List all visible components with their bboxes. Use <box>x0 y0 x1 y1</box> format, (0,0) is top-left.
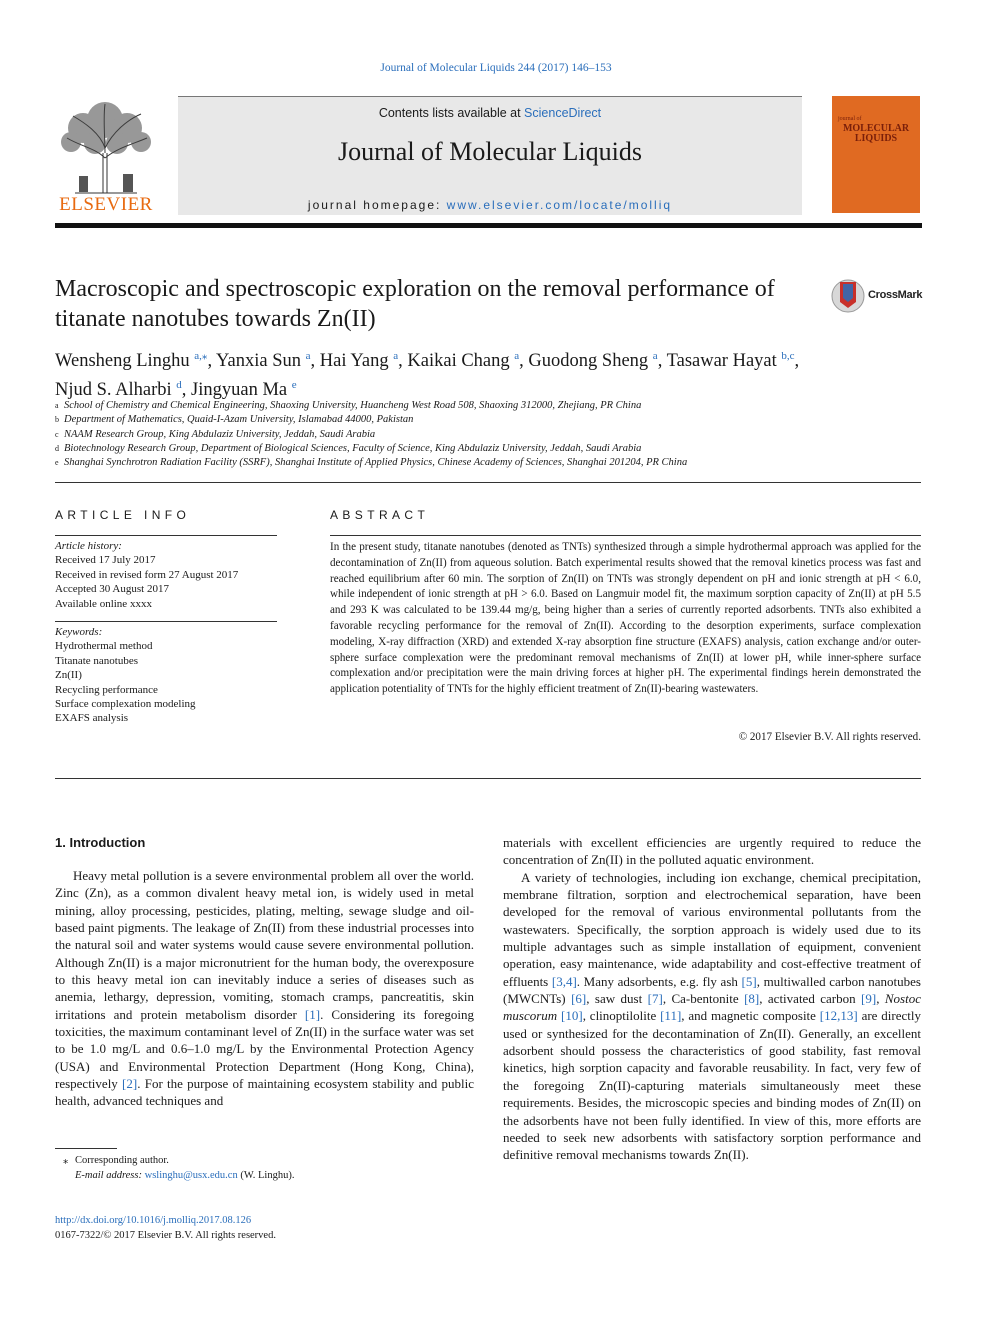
author-affiliation-marker[interactable]: a <box>652 350 658 362</box>
keyword: Recycling performance <box>55 683 158 696</box>
journal-name: Journal of Molecular Liquids <box>338 137 642 166</box>
text: , Ca-bentonite <box>662 991 745 1007</box>
author-name[interactable]: Jingyuan Ma <box>191 380 288 401</box>
issn-copyright: 0167-7322/© 2017 Elsevier B.V. All rights reserved. <box>55 1229 276 1241</box>
affiliation-label: d <box>55 443 59 453</box>
text: , multiwalled carbon nanotubes (MWCNTs) <box>503 973 921 1007</box>
keyword: Titanate nanotubes <box>55 654 138 667</box>
text: , and magnetic composite <box>681 1008 820 1024</box>
text: Heavy metal pollution is a severe environmental problem all over the world. Zinc (Zn), as a common divalent heavy metal ion, is widely used in metal mining, alloy processing, pesticides, plating, melting, sewage sludge and oil-based paint pigments. The leakage of Zn(II) from these industrial processes into the natural soil and water systems would cause severe environmental pollution. Although Zn(II) is a major micronutrient for the human body, the overexposure to this heavy metal ion can inevitably induce a series of diseases such as anemia, lethargy, depression, vomiting, stomach cramps, pancreatitis, skin irritations and protein metabolism disorder <box>55 868 474 1022</box>
doi-block <box>55 1214 475 1243</box>
reference-link[interactable]: [11] <box>660 1008 682 1024</box>
abstract-text: In the present study, titanate nanotubes (denoted as TNTs) synthesized through a simple hydrothermal approach was applied for the decontamination of Zn(II) from aqueous solution. Batch experimental results showed that the removal kinetics process was fast and reached equilibrium after 60 min. The sorption of Zn(II) on TNTs was strongly dependent on pH and ionic strength at pH < 6.0, while independent of ionic strength at pH > 6.0. Based on Langmuir model fit, the maximum sorption capacity of Zn(II) at pH 5.5 and 293 K was calculated to be 139.44 mg/g, being higher than a series of currently reported adsorbents. TNTs also exhibited a favorable recycling performance for the removal of Zn(II). According to the desorption experiments, surface complexation modeling, X-ray diffraction (XRD) and extended X-ray absorption fine structure (EXAFS) analysis, cation exchange and/or outer-sphere surface complexation were the predominant removal mechanisms of Zn(II) at lower pH, while inner-sphere surface complexation and/or precipitation were the main driving forces at higher pH. The experimental findings herein demonstrated the application potentiality of TNTs for the highly efficient treatment of Zn(II)-bearing wastewaters. <box>330 541 921 696</box>
reference-link[interactable]: [1] <box>304 1006 321 1022</box>
text: , clinoptilolite <box>582 1008 661 1024</box>
article-history <box>55 539 277 611</box>
history-item: Received 17 July 2017 <box>55 554 156 567</box>
journal-cover-thumbnail[interactable] <box>832 96 920 213</box>
affiliation-label: b <box>55 415 59 425</box>
text: , activated carbon <box>759 991 862 1007</box>
reference-link[interactable]: [5] <box>741 973 757 989</box>
sciencedirect-link[interactable]: ScienceDirect <box>524 106 602 120</box>
keyword: Zn(II) <box>55 669 82 682</box>
history-item: Received in revised form 27 August 2017 <box>55 568 239 581</box>
author-name[interactable]: Kaikai Chang <box>407 351 510 372</box>
divider <box>55 621 277 622</box>
journal-citation[interactable]: Journal of Molecular Liquids 244 (2017) 146–153 <box>380 62 612 74</box>
author-affiliation-marker[interactable]: d <box>176 379 182 392</box>
contents-prefix: Contents lists available at <box>378 106 525 120</box>
keyword-list <box>55 625 277 726</box>
cover-title-line-2: LIQUIDS <box>854 133 898 144</box>
author-affiliation-marker[interactable]: a,⁎ <box>194 350 208 362</box>
divider <box>55 535 277 536</box>
journal-homepage <box>178 198 802 212</box>
author-list: Wensheng Linghu $^{a,⁎}$, Yanxia Sun $^a$, Hai Yang $^a$, Kaikai Chang $^a$, Guodong Sheng $^a$, Tasawar Hayat $^{b,c}$, Njud S. Alharbi $^d$, Jingyuan Ma $^e$ <box>55 350 800 401</box>
crossmark-label: CrossMark <box>868 289 923 301</box>
author-name[interactable]: Guodong Sheng <box>528 351 649 372</box>
divider <box>330 535 921 536</box>
affiliation-label: a <box>55 401 59 410</box>
affiliation-text: Biotechnology Research Group, Department of Biological Sciences, Faculty of Science, King Abdulaziz University, Jeddah, Saudi Arabia <box>64 442 642 454</box>
affiliation-text: NAAM Research Group, King Abdulaziz University, Jeddah, Saudi Arabia <box>64 428 376 440</box>
footnote-divider <box>55 1148 117 1149</box>
cover-small-text: journal of <box>838 116 862 122</box>
text: , <box>876 991 885 1007</box>
divider <box>55 482 921 483</box>
author-affiliation-marker[interactable]: a <box>393 350 399 362</box>
affiliation-text: Shanghai Synchrotron Radiation Facility (SSRF), Shanghai Institute of Applied Physics, Chinese Academy of Sciences, Shanghai 201204, PR China <box>64 457 688 469</box>
affiliation-text: Department of Mathematics, Quaid-I-Azam University, Islamabad 44000, Pakistan <box>64 414 414 426</box>
corresponding-author-note: Corresponding author. <box>75 1155 169 1166</box>
reference-link[interactable]: [3,4] <box>551 973 577 989</box>
author-name[interactable]: Tasawar Hayat <box>666 351 777 372</box>
elsevier-wordmark: ELSEVIER <box>59 194 153 215</box>
body-column-right <box>503 834 921 1164</box>
history-label: Article history: <box>55 540 122 552</box>
doi-link[interactable]: http://dx.doi.org/10.1016/j.molliq.2017.08.126 <box>55 1215 252 1226</box>
affiliation-label: c <box>55 429 59 439</box>
reference-link[interactable]: [12,13] <box>819 1008 858 1024</box>
keyword: EXAFS analysis <box>55 712 129 725</box>
affiliation-text: School of Chemistry and Chemical Engineering, Shaoxing University, Huancheng West Road 508, Shaoxing 312000, Zhejiang, PR China <box>64 400 642 411</box>
reference-link[interactable]: [9] <box>861 991 877 1007</box>
text: . Many adsorbents, e.g. fly ash <box>576 973 742 989</box>
reference-link[interactable]: [2] <box>122 1076 138 1092</box>
keyword: Hydrothermal method <box>55 640 153 653</box>
text: are directly used or synthesized for the decontamination of Zn(II). Generally, an excellent adsorbent should possess the characteristics of good stability, fast removal kinetics, high sorption capacity and favorable reusability. In fact, very few of the foregoing Zn(II)-capturing materials simultaneously meet these requirements. Besides, the microscopic species and binding modes of Zn(II) on the adsorbents have not been fully identified. In view of this, more efforts are needed to seek new adsorbents with satisfactory sorption performance and definitive removal mechanisms towards Zn(II). <box>503 1008 921 1163</box>
journal-masthead <box>178 96 802 215</box>
crossmark-badge[interactable] <box>831 278 926 314</box>
keyword: Surface complexation modeling <box>55 698 196 711</box>
footnote-marker: ⁎ <box>63 1155 69 1166</box>
header-divider <box>55 223 922 228</box>
abstract-heading: ABSTRACT <box>330 508 430 522</box>
contents-line <box>178 106 802 120</box>
reference-link[interactable]: [10] <box>561 1008 583 1024</box>
affiliation <box>55 399 921 413</box>
abstract-copyright: © 2017 Elsevier B.V. All rights reserved. <box>738 731 921 743</box>
divider <box>55 778 921 779</box>
author-email-link[interactable]: wslinghu@usx.edu.cn <box>144 1169 238 1181</box>
elsevier-logo <box>55 98 157 216</box>
paragraph <box>503 869 921 1164</box>
cover-title <box>832 124 920 144</box>
affiliation <box>55 456 921 470</box>
text: . Considering its foregoing toxicities, the maximum contaminant level of Zn(II) in the surface water was set to be 1.0 mg/L and 0.6–1.0 mg/L by the Environmental Protection Agency (USA) and Environmental Protection Department (Hong Kong, China), respectively <box>55 1006 474 1092</box>
elsevier-tree-icon <box>55 98 157 196</box>
author-name[interactable]: Wensheng Linghu <box>55 351 190 372</box>
affiliation <box>55 428 921 442</box>
affiliation-list <box>55 399 921 470</box>
species-name: Nostoc muscorum <box>503 991 921 1024</box>
section-heading-introduction: 1. Introduction <box>55 835 146 850</box>
history-item: Available online xxxx <box>55 597 152 610</box>
history-item: Accepted 30 August 2017 <box>55 583 169 596</box>
cover-title-line-1: MOLECULAR <box>842 123 910 134</box>
reference-link[interactable]: [6] <box>571 991 587 1007</box>
text: . For the purpose of maintaining ecosystem stability and public health, advanced techniques and <box>55 1076 474 1109</box>
email-label: E-mail address: <box>75 1169 145 1181</box>
email-owner: (W. Linghu). <box>237 1169 295 1181</box>
article-info-heading: ARTICLE INFO <box>55 508 191 522</box>
author-affiliation-marker[interactable]: b,c <box>781 350 795 362</box>
article-title: Macroscopic and spectroscopic exploration on the removal performance of titanate nanotubes towards Zn(II) <box>55 276 775 332</box>
author-name[interactable]: Yanxia Sun <box>216 351 301 372</box>
affiliation <box>55 442 921 456</box>
author-affiliation-marker[interactable]: e <box>291 379 297 392</box>
body-column-left <box>55 867 474 1110</box>
affiliation-label: e <box>55 458 59 468</box>
paragraph-continuation: materials with excellent efficiencies are urgently required to reduce the concentration of Zn(II) in the polluted aquatic environment. <box>503 835 921 868</box>
reference-link[interactable]: [8] <box>744 991 760 1007</box>
author-name[interactable]: Njud S. Alharbi <box>55 380 172 401</box>
crossmark-icon <box>831 278 865 314</box>
homepage-label: journal homepage: <box>307 198 447 212</box>
reference-link[interactable]: [7] <box>647 991 663 1007</box>
keywords-label: Keywords: <box>55 626 103 638</box>
author-affiliation-marker[interactable]: a <box>514 350 520 362</box>
text: , saw dust <box>586 991 648 1007</box>
text: A variety of technologies, including ion exchange, chemical precipitation, membrane filtration, sorption and electrochemical separation, have been developed for the removal of various environmental pollutants from the wastewaters. Specifically, the sorption approach is widely used due to its multiple advantages such as simple installation of equipment, convenient operation, easy maintenance, wide adaptability and cost-effective treatment of effluents <box>503 869 921 989</box>
author-affiliation-marker[interactable]: a <box>305 350 311 362</box>
homepage-link[interactable]: www.elsevier.com/locate/molliq <box>446 198 673 212</box>
paragraph <box>55 867 474 1110</box>
affiliation <box>55 413 921 427</box>
footnote <box>55 1154 475 1183</box>
author-name[interactable]: Hai Yang <box>319 351 389 372</box>
